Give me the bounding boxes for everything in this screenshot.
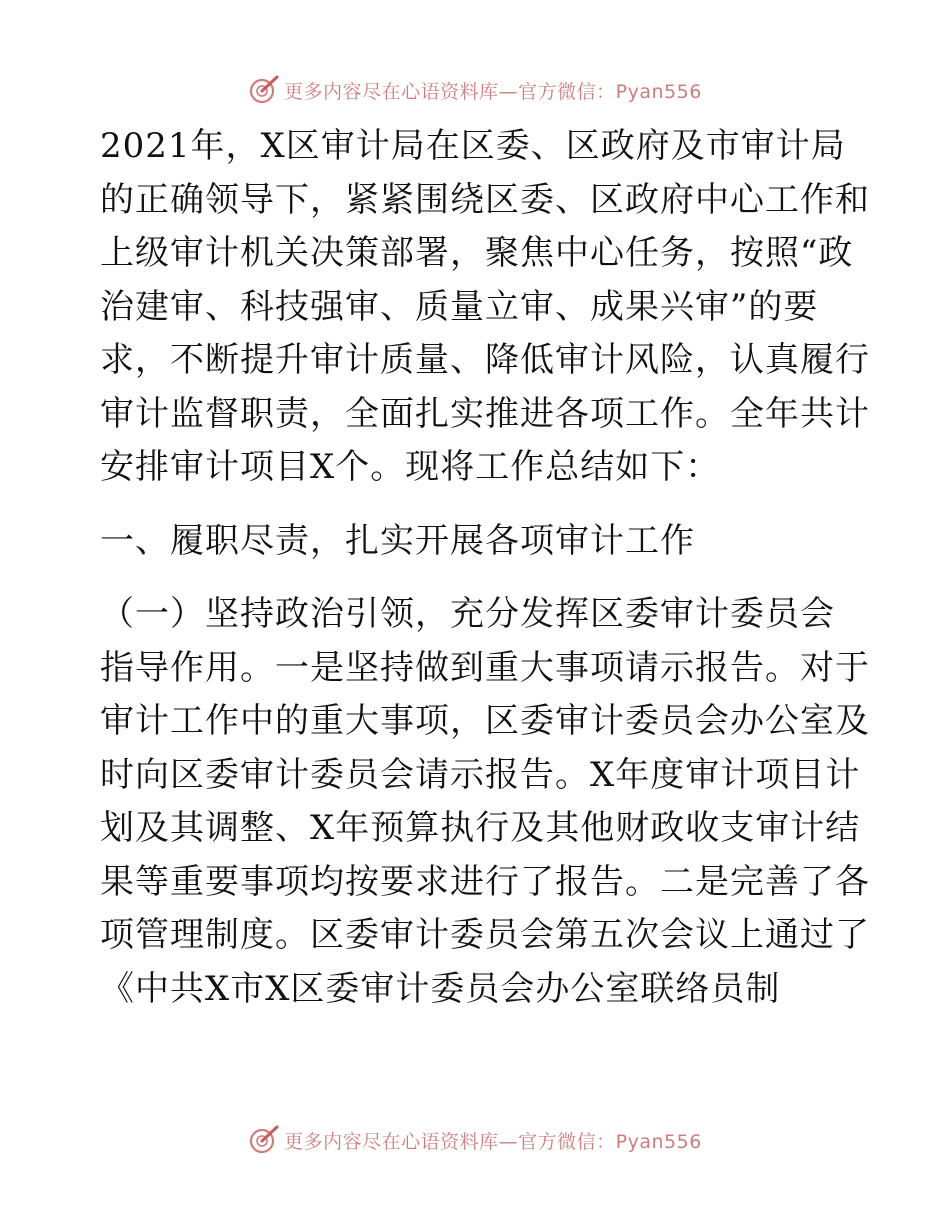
footer-watermark [0, 1120, 950, 1160]
watermark-text: 更多内容尽在心语资料库—官方微信：Pyan556 [284, 80, 702, 103]
paragraph-gap [100, 495, 860, 515]
paragraph-gap [100, 568, 860, 588]
body-line: 划及其调整、X年预算执行及其他财政收支审计结 [100, 808, 861, 848]
intro-line: 求，不断提升审计质量、降低审计风险，认真履行 [100, 340, 870, 380]
body-line: 指导作用。一是坚持做到重大事项请示报告。对于 [100, 647, 870, 688]
body-line: 审计工作中的重大事项，区委审计委员会办公室及 [100, 701, 870, 741]
document-body [100, 120, 870, 1016]
body-line: 时向区委审计委员会请示报告。X年度审计项目计 [100, 754, 861, 795]
body-line: 果等重要事项均按要求进行了报告。二是完善了各 [100, 861, 870, 902]
intro-line: 2021年，X区审计局在区委、区政府及市审计局 [100, 126, 846, 166]
watermark-text: 更多内容尽在心语资料库—官方微信：Pyan556 [284, 1130, 702, 1153]
body-line: （一）坚持政治引领，充分发挥区委审计委员会 [100, 594, 835, 634]
intro-line: 的正确领导下，紧紧围绕区委、区政府中心工作和 [100, 179, 870, 220]
intro-line: 安排审计项目X个。现将工作总结如下： [100, 447, 721, 487]
header-watermark [0, 70, 950, 110]
body-line: 项管理制度。区委审计委员会第五次会议上通过了 [100, 915, 870, 955]
intro-line: 上级审计机关决策部署，聚焦中心任务，按照“政 [100, 233, 854, 273]
body-line: 《中共X市X区委审计委员会办公室联络员制 [100, 968, 781, 1009]
pen-logo-icon [248, 1124, 280, 1156]
intro-line: 治建审、科技强审、质量立审、成果兴审”的要 [100, 286, 819, 327]
pen-logo-icon [248, 74, 280, 106]
intro-line: 审计监督职责，全面扎实推进各项工作。全年共计 [100, 393, 870, 434]
section-heading: 一、履职尽责，扎实开展各项审计工作 [100, 520, 695, 561]
